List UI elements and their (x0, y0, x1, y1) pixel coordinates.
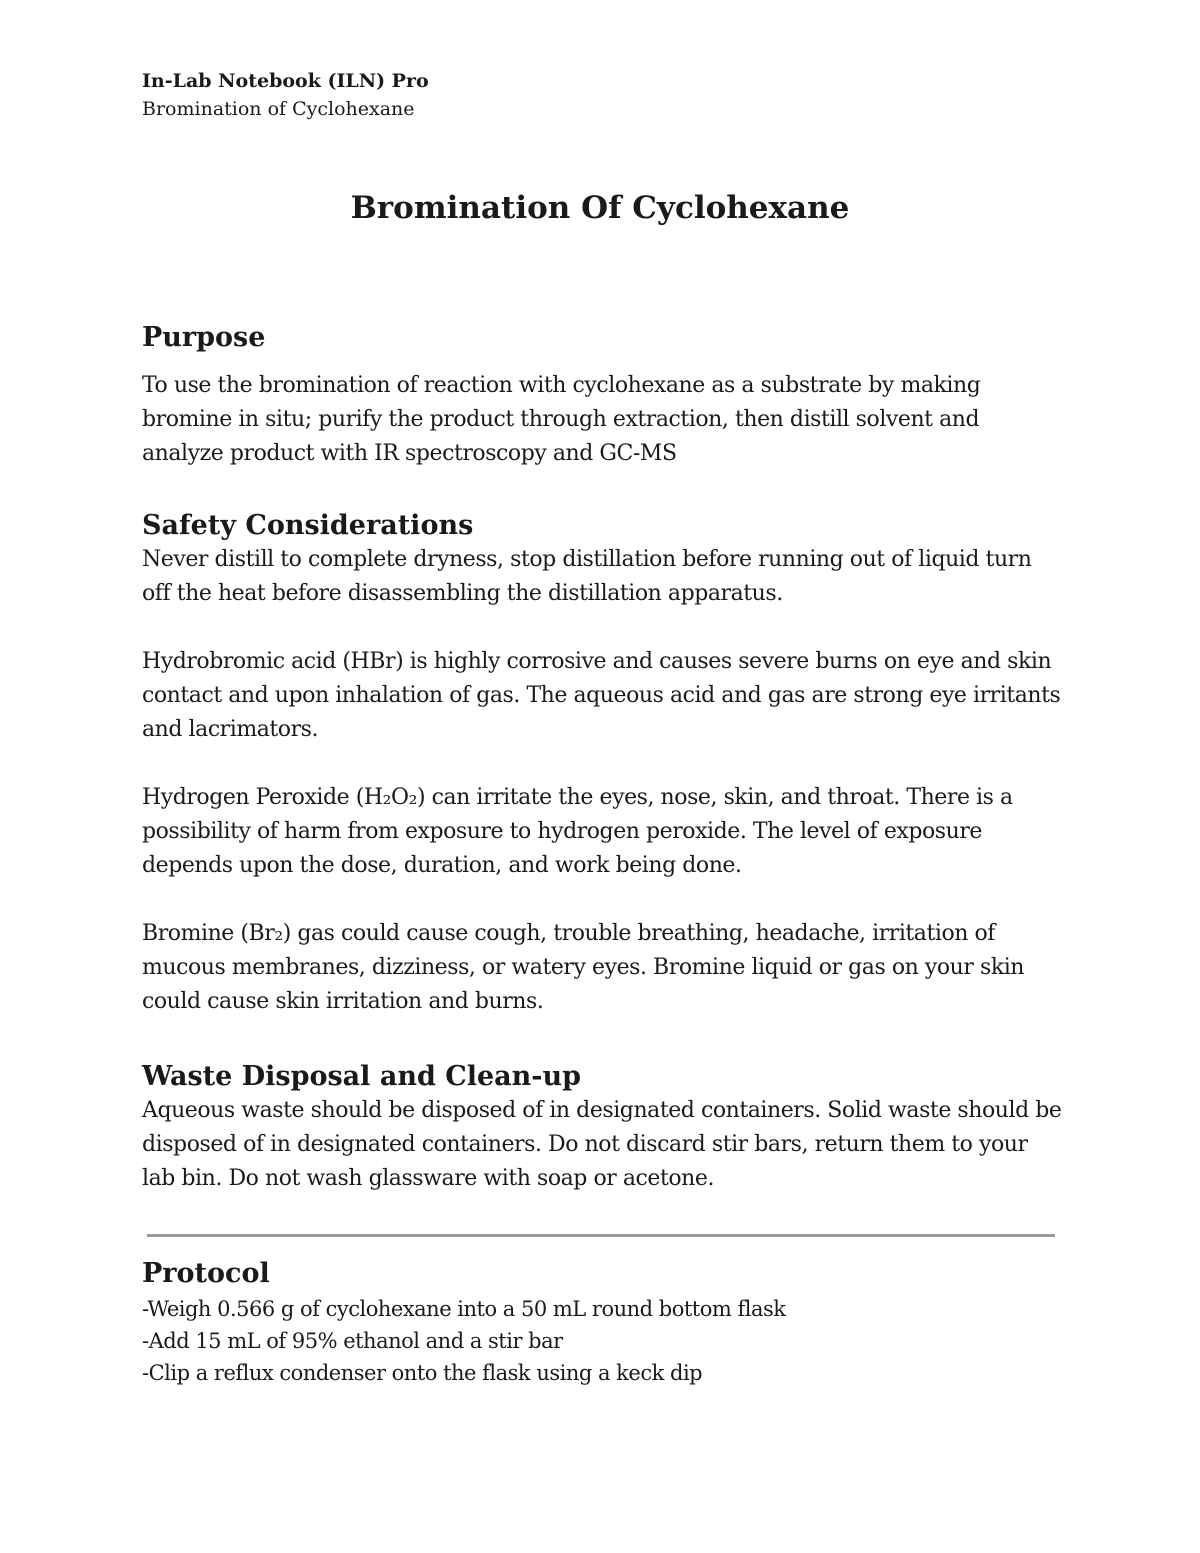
safety-paragraph-h2o2: Hydrogen Peroxide (H₂O₂) can irritate the eyes, nose, skin, and throat. There is a possibility of harm from exposure to hydrogen peroxide. The level of exposure depends upon the dose, duration, and work being done. (142, 785, 1013, 878)
protocol-step: -Add 15 mL of 95% ethanol and a stir bar (142, 1329, 563, 1353)
purpose-heading: Purpose (142, 322, 266, 353)
safety-paragraph-distillation: Never distill to complete dryness, stop distillation before running out of liquid turn off the heat before disassembling the distillation apparatus. (142, 547, 1032, 606)
protocol-heading: Protocol (142, 1258, 270, 1289)
protocol-section (142, 1257, 1062, 1389)
waste-heading: Waste Disposal and Clean-up (142, 1061, 582, 1092)
app-name: In-Lab Notebook (ILN) Pro (142, 70, 429, 92)
safety-section (142, 509, 1062, 1019)
safety-heading: Safety Considerations (142, 510, 474, 541)
safety-paragraph-bromine: Bromine (Br₂) gas could cause cough, trouble breathing, headache, irritation of mucous membranes, dizziness, or watery eyes. Bromine liquid or gas on your skin could cause skin irritation and burns. (142, 921, 1025, 1014)
purpose-section (142, 321, 1062, 471)
safety-paragraph-hbr: Hydrobromic acid (HBr) is highly corrosive and causes severe burns on eye and skin contact and upon inhalation of gas. The aqueous acid and gas are strong eye irritants and lacrimators. (142, 649, 1061, 742)
waste-section (142, 1060, 1062, 1196)
purpose-text: To use the bromination of reaction with cyclohexane as a substrate by making bromine in situ; purify the product through extraction, then distill solvent and analyze product with IR spectroscopy and GC-MS (142, 373, 981, 466)
section-divider (147, 1234, 1055, 1237)
waste-text: Aqueous waste should be disposed of in designated containers. Solid waste should be disposed of in designated containers. Do not discard stir bars, return them to your lab bin. Do not wash glassware with soap or acetone. (142, 1098, 1062, 1191)
document-name: Bromination of Cyclohexane (142, 98, 415, 120)
page-title: Bromination Of Cyclohexane (350, 190, 850, 226)
protocol-step: -Clip a reflux condenser onto the flask using a keck dip (142, 1361, 703, 1385)
protocol-step: -Weigh 0.566 g of cyclohexane into a 50 mL round bottom flask (142, 1297, 786, 1321)
